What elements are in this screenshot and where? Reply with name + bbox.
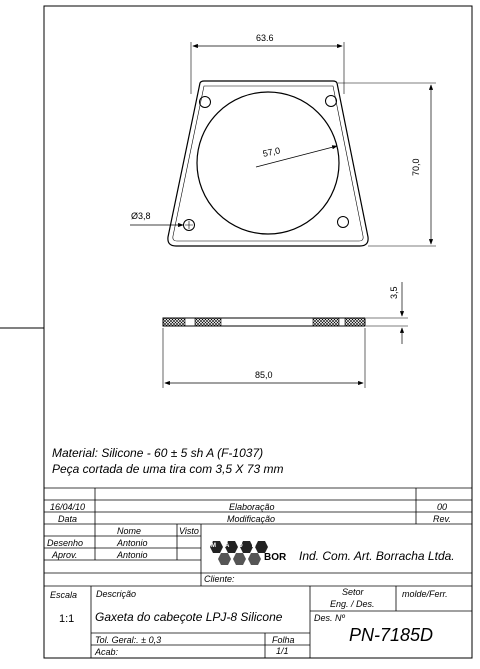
- aprov-label: Aprov.: [52, 550, 78, 560]
- bolt-hole-top-left: [200, 97, 211, 108]
- desenho-label: Desenho: [47, 538, 84, 548]
- part-number: PN-7185D: [349, 625, 434, 645]
- dim-thickness-label: 3,5: [389, 286, 399, 299]
- elaboracao-label: Elaboração: [229, 502, 275, 512]
- eng-des-label: Eng. / Des.: [330, 599, 375, 609]
- folha-value: 1/1: [276, 646, 289, 656]
- section-hatch-4: [345, 318, 365, 326]
- dim-hole-label: Ø3,8: [131, 211, 151, 221]
- acab-label: Acab:: [95, 647, 119, 657]
- revision-date: 16/04/10: [50, 502, 86, 512]
- section-hatch-1: [163, 318, 185, 326]
- rev-label: Rev.: [433, 514, 451, 524]
- molde-label: molde/Ferr.: [402, 589, 448, 599]
- escala-label: Escala: [50, 590, 78, 600]
- section-hatch-2: [195, 318, 221, 326]
- gasket-inner-edge: [173, 86, 363, 241]
- aprov-name: Antonio: [117, 550, 148, 560]
- dim-top-width-label: 63.6: [256, 33, 274, 43]
- bolt-hole-top-right: [326, 96, 337, 107]
- center-opening: [197, 92, 339, 234]
- escala-value: 1:1: [59, 613, 75, 625]
- material-note: Material: Silicone - 60 ± 5 sh A (F-1037): [52, 446, 264, 460]
- dim-length-label: 85,0: [255, 370, 273, 380]
- nome-label: Nome: [117, 526, 142, 536]
- cut-note: Peça cortada de uma tira com 3,5 X 73 mm: [52, 462, 284, 476]
- descricao-value: Gaxeta do cabeçote LPJ-8 Silicone: [95, 610, 283, 624]
- bolt-hole-bottom-right: [338, 217, 349, 228]
- cliente-label: Cliente:: [204, 574, 235, 584]
- dim-height-label: 70,0: [411, 158, 421, 176]
- des-no-label: Des. Nº: [314, 613, 345, 623]
- desenho-name: Antonio: [117, 538, 148, 548]
- date-label: Data: [58, 514, 78, 524]
- modificacao-label: Modificação: [227, 514, 276, 524]
- revision-number: 00: [437, 502, 448, 512]
- logo-text-top: MADE: [211, 543, 265, 549]
- setor-label: Setor: [342, 587, 364, 597]
- logo-text-bottom: BOR: [264, 552, 287, 563]
- folha-label: Folha: [272, 635, 295, 645]
- visto-label: Visto: [179, 526, 199, 536]
- gasket-outline: [168, 81, 368, 246]
- section-hatch-3: [313, 318, 339, 326]
- tolerance-label: Tol. Geral:. ± 0,3: [95, 635, 162, 645]
- descricao-label: Descrição: [96, 589, 137, 599]
- dim-diameter-label: 57,0: [261, 145, 282, 159]
- company-name: Ind. Com. Art. Borracha Ltda.: [299, 549, 455, 563]
